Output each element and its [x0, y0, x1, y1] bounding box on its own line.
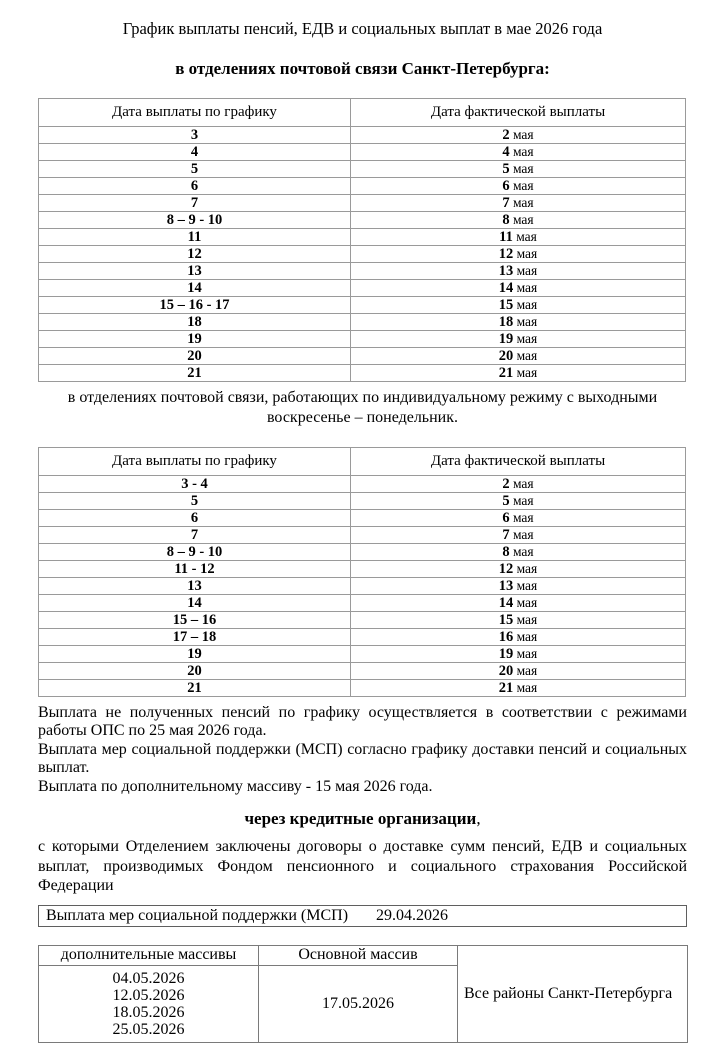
column-header-actual-date: Дата фактической выплаты — [351, 99, 686, 127]
credit-table-header-row — [39, 945, 688, 965]
schedule-table-row — [39, 578, 686, 595]
schedule-table-row — [39, 476, 686, 493]
scheduled-date-cell: 20 — [39, 348, 351, 365]
actual-date-cell: 2 мая — [351, 127, 686, 144]
actual-date-cell: 2 мая — [351, 476, 686, 493]
scheduled-date-cell: 5 — [39, 161, 351, 178]
scheduled-date-cell: 21 — [39, 680, 351, 697]
schedule-table-row — [39, 127, 686, 144]
scheduled-date-cell: 13 — [39, 578, 351, 595]
schedule-table-row — [39, 544, 686, 561]
actual-date-cell: 21 мая — [351, 680, 686, 697]
actual-date-cell: 13 мая — [351, 263, 686, 280]
scheduled-date-cell: 18 — [39, 314, 351, 331]
districts-cell: Все районы Санкт-Петербурга — [458, 945, 688, 1042]
additional-arrays-header: дополнительные массивы — [39, 945, 259, 965]
column-header-actual-date: Дата фактической выплаты — [351, 448, 686, 476]
main-array-header: Основной массив — [259, 945, 458, 965]
actual-date-cell: 6 мая — [351, 510, 686, 527]
actual-date-cell: 20 мая — [351, 663, 686, 680]
credit-heading-comma: , — [476, 809, 481, 829]
actual-date-cell: 12 мая — [351, 561, 686, 578]
schedule-table-row — [39, 246, 686, 263]
schedule-table-row — [39, 229, 686, 246]
scheduled-date-cell: 11 - 12 — [39, 561, 351, 578]
actual-date-cell: 15 мая — [351, 297, 686, 314]
column-header-scheduled-date: Дата выплаты по графику — [39, 99, 351, 127]
actual-date-cell: 15 мая — [351, 612, 686, 629]
actual-date-cell: 19 мая — [351, 331, 686, 348]
scheduled-date-cell: 6 — [39, 510, 351, 527]
scheduled-date-cell: 5 — [39, 493, 351, 510]
page-subtitle: в отделениях почтовой связи Санкт-Петербурга: — [175, 59, 550, 78]
individual-mode-schedule-table — [38, 447, 686, 697]
schedule-table-row — [39, 510, 686, 527]
schedule-table-row — [39, 144, 686, 161]
table-header-row — [39, 99, 686, 127]
actual-date-cell: 5 мая — [351, 493, 686, 510]
actual-date-cell: 19 мая — [351, 646, 686, 663]
scheduled-date-cell: 8 – 9 - 10 — [39, 544, 351, 561]
document-page — [0, 19, 724, 1043]
additional-arrays-dates — [39, 965, 259, 1042]
actual-date-cell: 5 мая — [351, 161, 686, 178]
actual-date-cell: 8 мая — [351, 544, 686, 561]
additional-array-date: 18.05.2026 — [112, 1003, 185, 1021]
actual-date-cell: 4 мая — [351, 144, 686, 161]
msp-date: 29.04.2026 — [376, 906, 449, 924]
note-msp-delivery: Выплата мер социальной поддержки (МСП) согласно графику доставки пенсий и социальных выплат. — [38, 740, 687, 777]
post-office-schedule-table — [38, 98, 686, 382]
actual-date-cell: 14 мая — [351, 280, 686, 297]
credit-arrays-table — [38, 945, 688, 1043]
scheduled-date-cell: 19 — [39, 331, 351, 348]
credit-heading-text: через кредитные организации — [244, 809, 477, 829]
credit-organizations-heading — [38, 809, 687, 828]
schedule-table-row — [39, 595, 686, 612]
schedule-table-row — [39, 629, 686, 646]
schedule-table-row — [39, 348, 686, 365]
schedule-table-row — [39, 331, 686, 348]
column-header-scheduled-date: Дата выплаты по графику — [39, 448, 351, 476]
schedule-table-row — [39, 680, 686, 697]
scheduled-date-cell: 14 — [39, 595, 351, 612]
actual-date-cell: 13 мая — [351, 578, 686, 595]
actual-date-cell: 6 мая — [351, 178, 686, 195]
scheduled-date-cell: 12 — [39, 246, 351, 263]
schedule-table-row — [39, 161, 686, 178]
scheduled-date-cell: 11 — [39, 229, 351, 246]
scheduled-date-cell: 20 — [39, 663, 351, 680]
scheduled-date-cell: 4 — [39, 144, 351, 161]
schedule-table-row — [39, 178, 686, 195]
additional-array-date: 25.05.2026 — [112, 1020, 185, 1038]
actual-date-cell: 20 мая — [351, 348, 686, 365]
schedule-table-row — [39, 646, 686, 663]
additional-array-date: 04.05.2026 — [112, 969, 185, 987]
scheduled-date-cell: 15 – 16 — [39, 612, 351, 629]
scheduled-date-cell: 3 - 4 — [39, 476, 351, 493]
msp-label: Выплата мер социальной поддержки (МСП) — [46, 906, 349, 924]
actual-date-cell: 11 мая — [351, 229, 686, 246]
scheduled-date-cell: 3 — [39, 127, 351, 144]
actual-date-cell: 21 мая — [351, 365, 686, 382]
note-unreceived-pensions: Выплата не полученных пенсий по графику осуществляется в соответствии с режимами работы ОПС по 25 мая 2026 года. — [38, 704, 687, 740]
actual-date-cell: 8 мая — [351, 212, 686, 229]
scheduled-date-cell: 19 — [39, 646, 351, 663]
main-array-date: 17.05.2026 — [259, 965, 458, 1042]
actual-date-cell: 12 мая — [351, 246, 686, 263]
schedule-table-row — [39, 663, 686, 680]
schedule-table-row — [39, 527, 686, 544]
msp-payment-box — [38, 905, 687, 927]
scheduled-date-cell: 6 — [39, 178, 351, 195]
schedule-table-row — [39, 493, 686, 510]
notes-block — [38, 704, 687, 796]
schedule-table-row — [39, 297, 686, 314]
table-header-row — [39, 448, 686, 476]
page-title: График выплаты пенсий, ЕДВ и социальных выплат в мае 2026 года — [122, 19, 603, 38]
scheduled-date-cell: 8 – 9 - 10 — [39, 212, 351, 229]
schedule-table-row — [39, 195, 686, 212]
schedule-table-row — [39, 212, 686, 229]
note-additional-array: Выплата по дополнительному массиву - 15 мая 2026 года. — [38, 777, 433, 795]
scheduled-date-cell: 21 — [39, 365, 351, 382]
scheduled-date-cell: 15 – 16 - 17 — [39, 297, 351, 314]
actual-date-cell: 16 мая — [351, 629, 686, 646]
scheduled-date-cell: 17 – 18 — [39, 629, 351, 646]
actual-date-cell: 14 мая — [351, 595, 686, 612]
schedule-table-row — [39, 263, 686, 280]
schedule-table-row — [39, 280, 686, 297]
schedule-table-row — [39, 365, 686, 382]
schedule-table-row — [39, 561, 686, 578]
scheduled-date-cell: 13 — [39, 263, 351, 280]
additional-array-date: 12.05.2026 — [112, 986, 185, 1004]
schedule-table-row — [39, 612, 686, 629]
scheduled-date-cell: 14 — [39, 280, 351, 297]
scheduled-date-cell: 7 — [39, 195, 351, 212]
actual-date-cell: 18 мая — [351, 314, 686, 331]
schedule-table-row — [39, 314, 686, 331]
actual-date-cell: 7 мая — [351, 527, 686, 544]
credit-organizations-paragraph: с которыми Отделением заключены договоры о доставке сумм пенсий, ЕДВ и социальных выплат, производимых Фондом пенсионного и социального страхования Российской Федерации — [38, 838, 687, 895]
individual-mode-note: в отделениях почтовой связи, работающих по индивидуальному режиму с выходными воскресенье – понедельник. — [67, 389, 658, 426]
scheduled-date-cell: 7 — [39, 527, 351, 544]
actual-date-cell: 7 мая — [351, 195, 686, 212]
